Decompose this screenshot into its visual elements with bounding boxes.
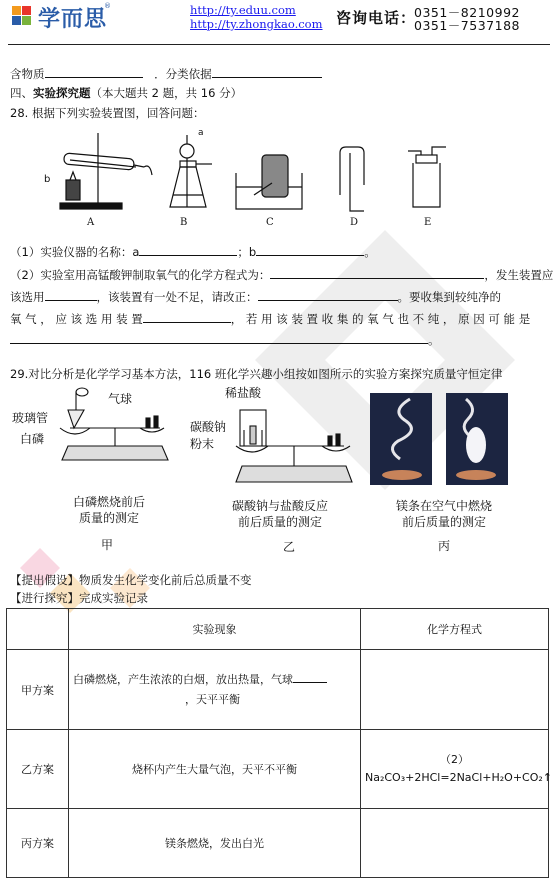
answer-blank-reason[interactable] [10,331,428,344]
q29-stem: 29.对比分析是化学学习基本方法，116 班化学兴趣小组按如图所示的实验方案探究质量守恒定律 [10,367,503,381]
hotline-label: 咨询电话： [336,9,417,27]
hotline-number-1: 0351－8210992 [414,5,520,20]
apparatus-label-d: D [350,217,359,228]
apparatus-c [236,155,302,209]
figure-name-bing: 丙 [438,539,451,553]
q28-sub2-line4: 。 [10,331,440,348]
row-name: 乙方案 [7,730,69,809]
row-phenomenon: 白磷燃烧，产生浓浓的白烟，放出热量，气球 ，天平平衡 [69,650,361,730]
answer-blank-a[interactable] [139,243,237,256]
table-row [7,809,549,878]
table-header-row [7,609,549,650]
table-row [7,650,549,730]
label-balloon: 气球 [108,392,133,406]
apparatus-figure-q28 [40,123,460,231]
figure-bing-photos [370,393,510,485]
answer-blank-equation[interactable] [270,266,484,279]
registered-mark: ® [104,2,111,10]
q28-stem: 28. 根据下列实验装置图，回答问题： [10,106,205,120]
figure-yi-balance [224,386,364,486]
apparatus-label-a: A [87,217,95,228]
answer-blank-balloon[interactable] [293,670,327,683]
row-name: 甲方案 [7,650,69,730]
hypothesis-line: 【提出假设】物质发生化学变化前后总质量不变 [10,573,252,587]
label-white-phosphorus: 白磷 [20,432,45,446]
label-glass-tube: 玻璃管 [12,411,49,425]
q27-tail-line: 含物质 ．分类依据 [10,65,322,82]
link-zhongkao[interactable]: http://ty.zhongkao.com [190,17,323,31]
apparatus-label-c: C [266,217,274,228]
q28-sub2-line1: （2）实验室用高锰酸钾制取氧气的化学方程式为： ，发生装置应 [10,268,554,282]
caption-bing: 镁条在空气中燃烧 前后质量的测定 [395,499,492,529]
brand-logo-text: 学而思 [38,7,108,32]
row-name: 丙方案 [7,809,69,878]
label-b: b [44,174,51,185]
q28-sub2-line2: 该选用 ，该装置有一处不足，请改正： 。要收集到较纯净的 [10,290,501,304]
row-equation[interactable] [361,809,549,878]
table-header-phenomenon: 实验现象 [69,609,361,650]
row-phenomenon: 烧杯内产生大量气泡，天平不平衡 [69,730,361,809]
label-a: a [198,128,204,138]
figure-name-jia: 甲 [101,538,114,552]
apparatus-label-e: E [424,217,432,228]
hotline-number-2: 0351－7537188 [414,18,520,33]
q28-sub2-line3: 氧 气 ， 应 该 选 用 装 置 ， 若 用 该 装 置 收 集 的 氧 气 也 不 纯 ， 原 因 可 能 是 [10,312,531,326]
apparatus-b [170,135,212,207]
answer-blank-device[interactable] [45,288,97,301]
row-equation: （2）Na₂CO₃+2HCl=2NaCl+H₂O+CO₂↑ [361,730,549,809]
explore-line: 【进行探究】完成实验记录 [10,591,148,605]
apparatus-d [340,147,364,211]
table-row [7,730,549,809]
row-equation[interactable] [361,650,549,730]
logo-icon [10,4,34,28]
section-4-heading: 四、实验探究题（本大题共 2 题，共 16 分） [10,86,243,100]
answer-blank[interactable] [45,65,143,78]
row-phenomenon: 镁条燃烧，发出白光 [69,809,361,878]
hotline-numbers [414,6,520,32]
label-sodium-carbonate: 碳酸钠 [190,420,227,434]
caption-jia: 白磷燃烧前后 质量的测定 [72,495,145,525]
answer-blank-collect[interactable] [143,310,231,323]
apparatus-e [408,147,446,207]
link-eduu[interactable]: http://ty.eduu.com [190,3,296,17]
table-header-blank [7,609,69,650]
answer-blank[interactable] [212,65,322,78]
header-divider [8,44,550,45]
label-powder: 粉末 [190,437,215,451]
caption-yi: 碳酸钠与盐酸反应 前后质量的测定 [231,499,328,529]
apparatus-a [60,133,152,209]
answer-blank-b[interactable] [256,243,364,256]
figure-name-yi: 乙 [283,540,296,554]
q28-sub1: （1）实验仪器的名称：a ；b 。 [10,245,376,259]
experiment-record-table [6,608,553,878]
apparatus-label-b: B [180,217,188,228]
label-dilute-hcl: 稀盐酸 [225,386,262,400]
answer-blank-fix[interactable] [258,288,398,301]
table-header-equation: 化学方程式 [361,609,549,650]
